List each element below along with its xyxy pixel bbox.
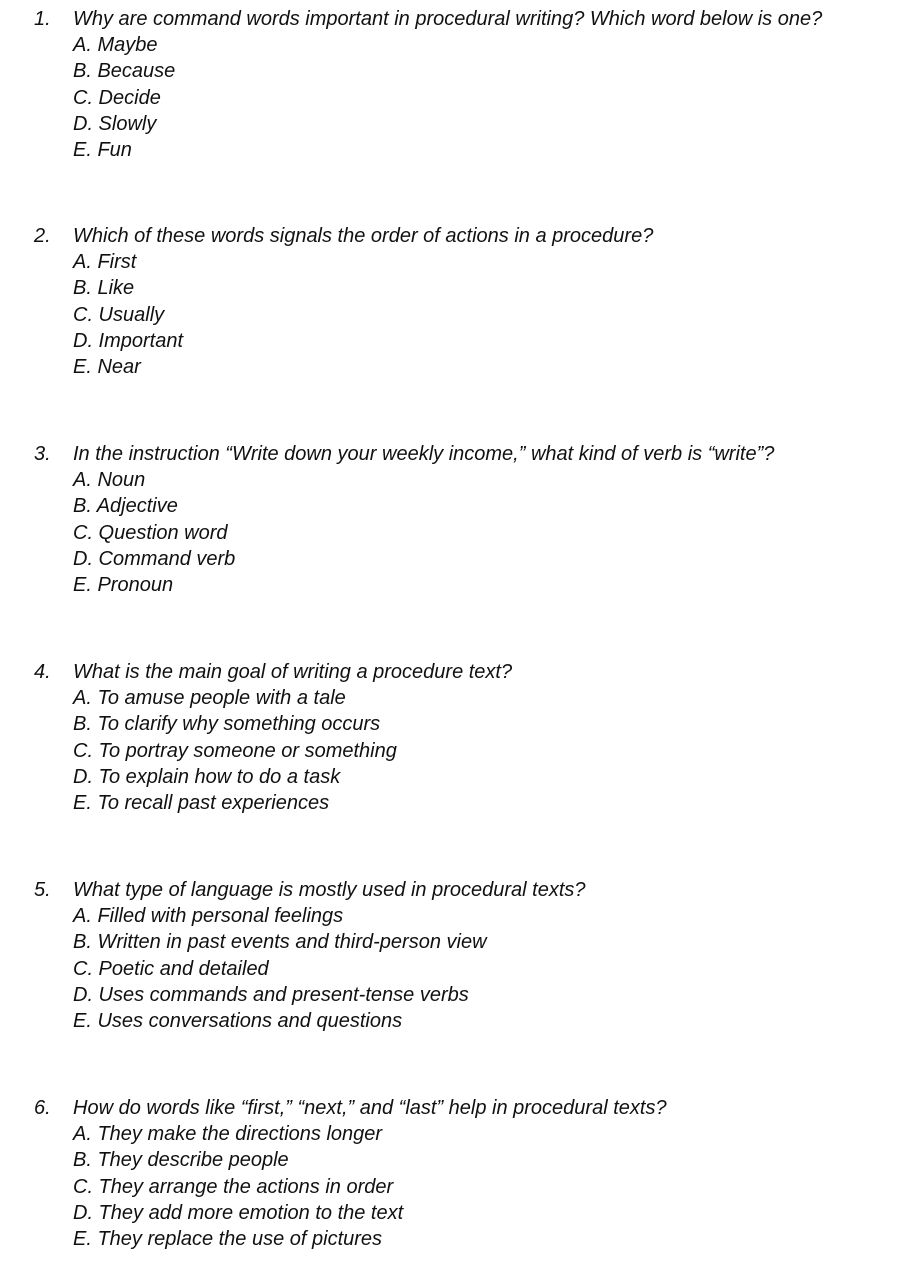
option-d: D. They add more emotion to the text: [73, 1201, 404, 1224]
option-c: C. Decide: [73, 86, 161, 109]
question-stem: [0, 659, 910, 685]
question-4: [0, 659, 910, 816]
option-e: E. To recall past experiences: [73, 792, 330, 815]
option-e: E. Near: [73, 356, 141, 379]
option-a: A. Noun: [73, 469, 146, 491]
option-e: E. Fun: [73, 139, 132, 162]
answer-options: [0, 467, 910, 598]
question-text: In the instruction “Write down your weekly income,” what kind of verb is “write”?: [73, 443, 775, 465]
option-c: C. Usually: [73, 303, 165, 326]
option-c: C. To portray someone or something: [73, 739, 397, 762]
option-a: A. They make the directions longer: [73, 1123, 383, 1145]
question-number: 6.: [34, 1097, 51, 1119]
answer-options: [0, 903, 910, 1034]
question-number: 3.: [34, 443, 51, 465]
option-e: E. They replace the use of pictures: [73, 1228, 383, 1251]
option-d: D. Uses commands and present-tense verbs: [73, 983, 469, 1006]
answer-options: [0, 1121, 910, 1252]
question-6: [0, 1095, 910, 1252]
question-number: 2.: [34, 225, 51, 247]
option-c: C. They arrange the actions in order: [73, 1175, 394, 1198]
option-b: B. Like: [73, 277, 135, 300]
option-e: E. Uses conversations and questions: [73, 1010, 403, 1033]
question-stem: [0, 6, 910, 32]
question-3: [0, 441, 910, 598]
option-d: D. To explain how to do a task: [73, 765, 341, 788]
option-d: D. Command verb: [73, 547, 236, 570]
answer-options: [0, 32, 910, 163]
option-a: A. Filled with personal feelings: [73, 905, 344, 927]
answer-options: [0, 249, 910, 380]
option-b: B. Because: [73, 60, 176, 83]
option-a: A. To amuse people with a tale: [73, 687, 346, 709]
option-a: A. First: [73, 251, 137, 273]
option-b: B. They describe people: [73, 1149, 289, 1172]
question-stem: [0, 441, 910, 467]
question-stem: [0, 1095, 910, 1121]
option-a: A. Maybe: [73, 34, 158, 56]
question-1: [0, 6, 910, 163]
option-d: D. Important: [73, 329, 184, 352]
option-b: B. Adjective: [73, 495, 178, 518]
option-b: B. To clarify why something occurs: [73, 713, 381, 736]
question-5: [0, 877, 910, 1034]
question-stem: [0, 877, 910, 903]
question-stem: [0, 223, 910, 249]
option-b: B. Written in past events and third-person view: [73, 931, 487, 954]
question-text: What is the main goal of writing a procedure text?: [73, 661, 513, 683]
option-c: C. Question word: [73, 521, 228, 544]
question-text: How do words like “first,” “next,” and “last” help in procedural texts?: [73, 1097, 667, 1119]
answer-options: [0, 685, 910, 816]
question-2: [0, 223, 910, 380]
question-text: Why are command words important in procedural writing? Which word below is one?: [73, 8, 823, 30]
option-d: D. Slowly: [73, 112, 157, 135]
option-c: C. Poetic and detailed: [73, 957, 269, 980]
option-e: E. Pronoun: [73, 574, 174, 597]
question-number: 5.: [34, 879, 51, 901]
question-number: 1.: [34, 8, 51, 30]
question-text: Which of these words signals the order of actions in a procedure?: [73, 225, 654, 247]
question-number: 4.: [34, 661, 51, 683]
question-text: What type of language is mostly used in procedural texts?: [73, 879, 586, 901]
